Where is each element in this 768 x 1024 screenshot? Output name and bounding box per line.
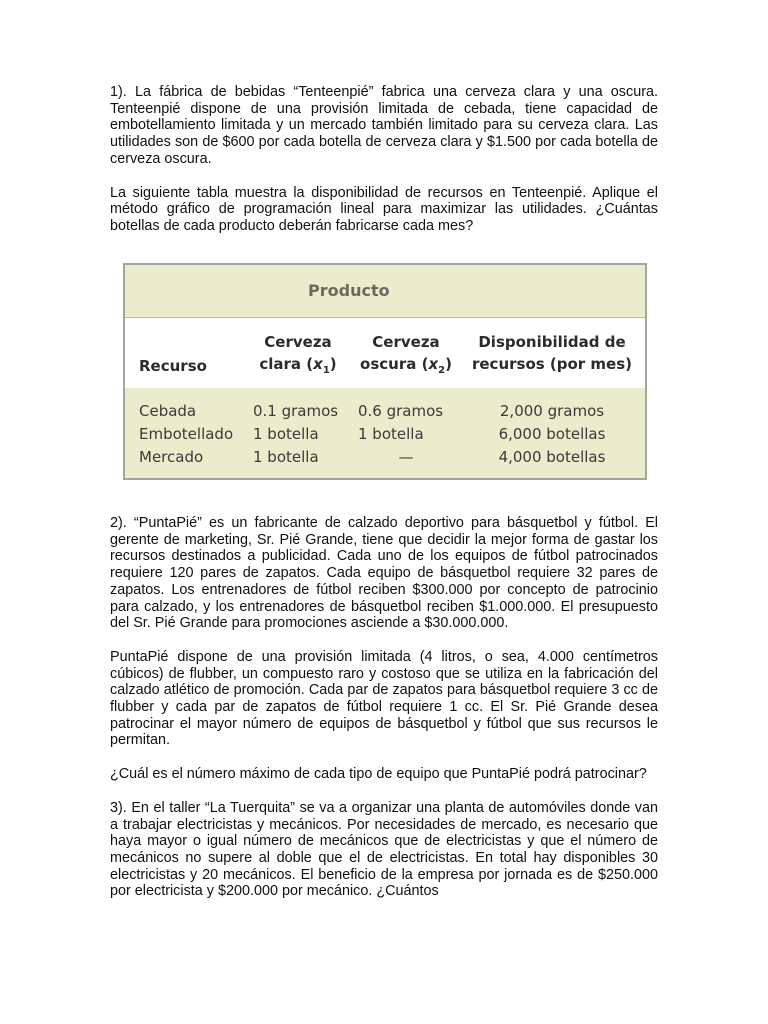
problem-2-question: ¿Cuál es el número máximo de cada tipo de equipo que PuntaPié podrá patrocinar? bbox=[110, 766, 647, 783]
header-cerveza-clara bbox=[253, 331, 343, 382]
row-mercado-clara: 1 botella bbox=[253, 448, 319, 466]
problem-1-statement: 1). La fábrica de bebidas “Tenteenpié” fabrica una cerveza clara y una oscura. Tenteenpié dispone de una provisión limitada de cebada, tiene capacidad de embotellamiento limitada y un mercado también limitado para su cerveza clara. Las utilidades son de $600 por cada botella de cerveza clara y $1.500 por cada botella de cerveza oscura. bbox=[110, 84, 658, 167]
header-disponibilidad bbox=[469, 331, 635, 375]
problem-2-resources: PuntaPié dispone de una provisión limitada (4 litros, o sea, 4.000 centímetros cúbicos) de flubber, un compuesto raro y costoso que se utiliza en la fabricación del calzado atlético de promoción. Cada par de zapatos para básquetbol requiere 3 cc de flubber y cada par de zapatos de fútbol requiere 1 cc. El Sr. Pié Grande desea patrocinar el mayor número de equipos de básquetbol y fútbol que sus recursos le permitan. bbox=[110, 648, 658, 749]
row-cebada-clara: 0.1 gramos bbox=[253, 402, 339, 420]
row-mercado-disponibilidad: 4,000 botellas bbox=[498, 448, 606, 466]
problem-1 bbox=[110, 84, 658, 235]
row-cebada-disponibilidad: 2,000 gramos bbox=[499, 402, 605, 420]
row-embotellado-recurso: Embotellado bbox=[139, 425, 234, 443]
resource-table bbox=[123, 263, 647, 480]
header-disp-line2: recursos (por mes) bbox=[471, 355, 633, 373]
problem-3-statement: 3). En el taller “La Tuerquita” se va a organizar una planta de automóviles donde van a trabajar electricistas y mecánicos. Por necesidades de mercado, es necesario que haya mayor o igual número de mecánicos que de electricistas y que el número de mecánicos no supere al doble que el de electricistas. En total hay disponibles 30 electricistas y 20 mecánicos. El beneficio de la empresa por jornada es de $250.000 por electricista y $200.000 por mecánico. ¿Cuántos bbox=[110, 799, 658, 900]
row-embotellado-disponibilidad: 6,000 botellas bbox=[498, 425, 606, 443]
table-title: Producto bbox=[308, 281, 390, 300]
row-embotellado-clara: 1 botella bbox=[253, 425, 319, 443]
row-mercado-recurso: Mercado bbox=[139, 448, 204, 466]
header-disp-line1: Disponibilidad de bbox=[478, 333, 626, 351]
header-clara-line2: clara $(x_1)$ bbox=[259, 355, 337, 376]
row-cebada-oscura: 0.6 gramos bbox=[358, 402, 444, 420]
problems-2-3 bbox=[110, 515, 658, 900]
header-oscura-line1: Cerveza bbox=[372, 333, 440, 351]
problem-1-instructions: La siguiente tabla muestra la disponibilidad de recursos en Tenteenpié. Aplique el método gráfico de programación lineal para maximizar las utilidades. ¿Cuántas botellas de cada producto deberán fabricarse cada mes? bbox=[110, 184, 658, 234]
row-cebada-recurso: Cebada bbox=[139, 402, 197, 420]
header-recurso: Recurso bbox=[139, 357, 207, 375]
header-clara-line1: Cerveza bbox=[264, 333, 332, 351]
row-mercado-oscura: — bbox=[398, 448, 414, 466]
problem-2-statement: 2). “PuntaPié” es un fabricante de calzado deportivo para básquetbol y fútbol. El gerente de marketing, Sr. Pié Grande, tiene que decidir la mejor forma de gastar los recursos destinados a publicidad. Cada uno de los equipos de fútbol patrocinados requiere 120 pares de zapatos. Cada equipo de básquetbol requiere 32 pares de zapatos. Los entrenadores de fútbol reciben $300.000 por concepto de patrocinio para calzado, y los entrenadores de básquetbol reciben $1.000.000. El presupuesto del Sr. Pié Grande para promociones asciende a $30.000.000. bbox=[110, 515, 658, 632]
header-oscura-line2: oscura $(x_2)$ bbox=[360, 355, 452, 376]
header-cerveza-oscura bbox=[358, 331, 454, 382]
row-embotellado-oscura: 1 botella bbox=[358, 425, 424, 443]
